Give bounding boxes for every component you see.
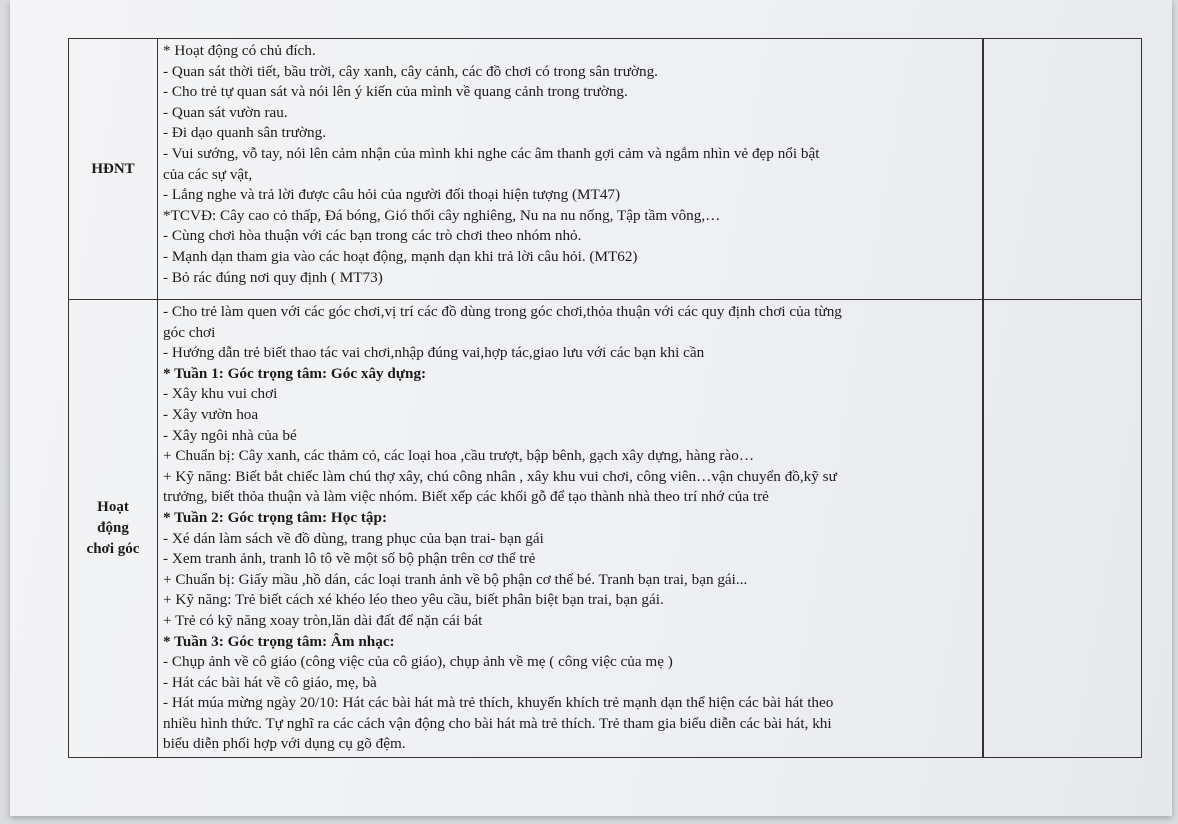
content-line: - Hát các bài hát về cô giáo, mẹ, bà bbox=[163, 673, 377, 691]
content-line: - Xé dán làm sách về đồ dùng, trang phục của bạn trai- bạn gái bbox=[163, 529, 544, 547]
content-line: + Kỹ năng: Biết bắt chiếc làm chú thợ xây, chú công nhân , xây khu vui chơi, công viên…vận chuyển đồ,kỹ sư bbox=[163, 467, 837, 485]
row-content-hdnt bbox=[158, 39, 983, 300]
content-line: - Vui sướng, vỗ tay, nói lên cảm nhận của mình khi nghe các âm thanh gợi cảm và ngắm nhìn vẻ đẹp nổi bật bbox=[163, 144, 820, 162]
content-line: - Bỏ rác đúng nơi quy định ( MT73) bbox=[163, 268, 383, 286]
content-line: - Hát múa mừng ngày 20/10: Hát các bài hát mà trẻ thích, khuyến khích trẻ mạnh dạn thể hiện các bài hát theo bbox=[163, 694, 834, 712]
content-line: nhiều hình thức. Tự nghĩ ra các cách vận động cho bài hát mà trẻ thích. Trẻ tham gia biểu diễn các bài hát, khi bbox=[163, 714, 832, 732]
table-row bbox=[69, 300, 1142, 758]
content-line: trưởng, biết thỏa thuận và làm việc nhóm. Biết xếp các khối gỗ để tạo thành nhà theo trí nhớ của trẻ bbox=[163, 488, 769, 506]
row-label-choi-goc bbox=[69, 300, 158, 758]
content-line: * Hoạt động có chủ đích. bbox=[163, 42, 316, 59]
blank-cell bbox=[984, 300, 1142, 758]
content-line: + Chuẩn bị: Cây xanh, các thảm cỏ, các loại hoa ,cầu trượt, bập bênh, gạch xây dựng, hàng rào… bbox=[163, 447, 755, 465]
row-label-line: chơi góc bbox=[86, 541, 140, 558]
content-line: + Trẻ có kỹ năng xoay tròn,lăn dài đất để nặn cái bát bbox=[163, 611, 483, 629]
content-line: - Xem tranh ảnh, tranh lô tô về một số bộ phận trên cơ thể trẻ bbox=[163, 550, 536, 568]
content-line: *TCVĐ: Cây cao cỏ thấp, Đá bóng, Gió thổi cây nghiêng, Nu na nu nống, Tập tầm vông,… bbox=[163, 206, 721, 224]
content-line: - Xây khu vui chơi bbox=[163, 385, 278, 403]
content-line: - Đi dạo quanh sân trường. bbox=[163, 124, 327, 142]
content-line: - Mạnh dạn tham gia vào các hoạt động, mạnh dạn khi trả lời câu hỏi. (MT62) bbox=[163, 247, 638, 265]
row-content-choi-goc bbox=[158, 300, 983, 758]
content-line: góc chơi bbox=[163, 323, 216, 341]
content-line: - Cho trẻ làm quen với các góc chơi,vị trí các đồ dùng trong góc chơi,thỏa thuận với các quy định chơi của từng bbox=[163, 303, 842, 320]
content-line: - Quan sát thời tiết, bầu trời, cây xanh, cây cảnh, các đồ chơi có trong sân trường. bbox=[163, 62, 658, 80]
content-line: biểu diễn phối hợp với dụng cụ gõ đệm. bbox=[163, 735, 406, 753]
content-line: - Xây vườn hoa bbox=[163, 405, 259, 423]
content-line: + Chuẩn bị: Giấy mầu ,hồ dán, các loại tranh ảnh về bộ phận cơ thể bé. Tranh bạn trai, bạn gái... bbox=[163, 570, 748, 588]
content-line: - Xây ngôi nhà của bé bbox=[163, 426, 297, 444]
content-line: + Kỹ năng: Trẻ biết cách xé khéo léo theo yêu cầu, biết phân biệt bạn trai, bạn gái. bbox=[163, 591, 664, 609]
row-label-line: động bbox=[97, 520, 129, 537]
week-heading: * Tuần 1: Góc trọng tâm: Góc xây dựng: bbox=[163, 364, 427, 382]
content-line: - Chụp ảnh về cô giáo (công việc của cô giáo), chụp ảnh về mẹ ( công việc của mẹ ) bbox=[163, 653, 673, 671]
table-row bbox=[69, 39, 1142, 300]
blank-cell bbox=[984, 39, 1142, 300]
week-heading: * Tuần 3: Góc trọng tâm: Âm nhạc: bbox=[163, 632, 395, 650]
week-heading: * Tuần 2: Góc trọng tâm: Học tập: bbox=[163, 508, 388, 526]
content-line: - Hướng dẫn trẻ biết thao tác vai chơi,nhập đúng vai,hợp tác,giao lưu với các bạn khi cần bbox=[163, 344, 705, 362]
content-line: của các sự vật, bbox=[163, 165, 253, 183]
content-line: - Quan sát vườn rau. bbox=[163, 103, 288, 121]
content-line: - Cùng chơi hòa thuận với các bạn trong các trò chơi theo nhóm nhỏ. bbox=[163, 227, 582, 245]
content-line: - Cho trẻ tự quan sát và nói lên ý kiến của mình về quang cảnh trong trường. bbox=[163, 83, 628, 101]
row-label-line: HĐNT bbox=[91, 160, 135, 177]
activity-plan-table bbox=[68, 38, 1142, 758]
row-label-line: Hoạt bbox=[97, 499, 129, 516]
row-label-hdnt bbox=[69, 39, 158, 300]
content-line: - Lắng nghe và trả lời được câu hỏi của người đối thoại hiện tượng (MT47) bbox=[163, 186, 621, 204]
